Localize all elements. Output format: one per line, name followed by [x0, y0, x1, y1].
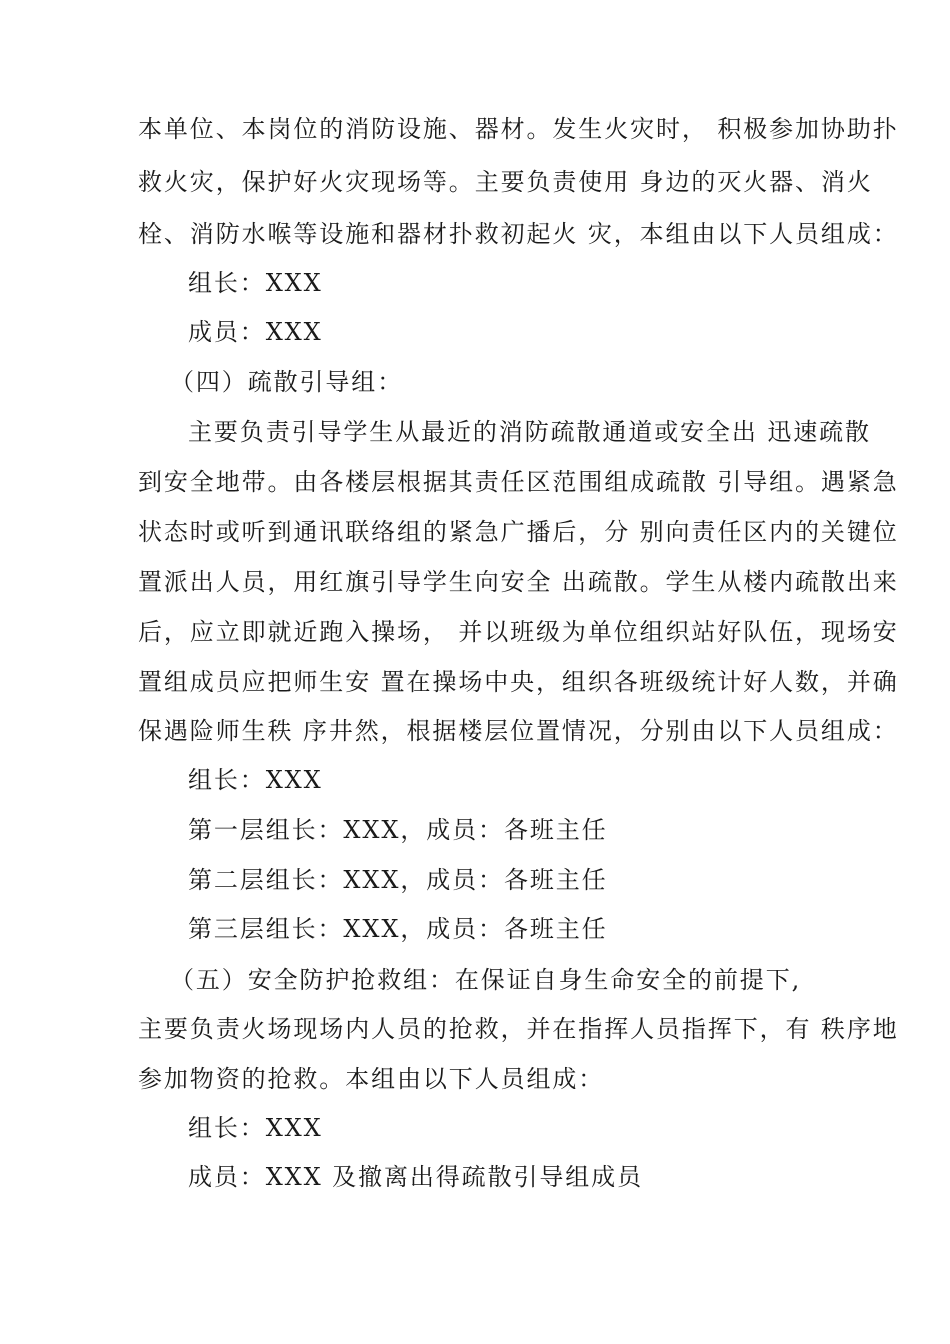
body-text-line: 栓、消防水喉等设施和器材扑救初起火 灾，本组由以下人员组成： — [138, 220, 899, 248]
group-leader-line: 组长：XXX — [188, 766, 323, 794]
group-leader-line: 组长：XXX — [188, 269, 323, 297]
section-heading: （四）疏散引导组： — [170, 368, 404, 396]
group-leader-line: 组长：XXX — [188, 1114, 323, 1142]
body-text-line: 主要负责引导学生从最近的消防疏散通道或安全出 迅速疏散 — [188, 418, 871, 446]
body-text-line: 主要负责火场现场内人员的抢救，并在指挥人员指挥下，有 秩序地 — [138, 1015, 899, 1043]
floor-leader-line: 第三层组长：XXX，成员：各班主任 — [188, 915, 608, 943]
body-text-line: 保遇险师生秩 序井然，根据楼层位置情况，分别由以下人员组成： — [138, 717, 899, 745]
body-text-line: 状态时或听到通讯联络组的紧急广播后，分 别向责任区内的关键位 — [138, 518, 899, 546]
body-text-line: 救火灾，保护好火灾现场等。主要负责使用 身边的灭火器、消火 — [138, 168, 873, 196]
body-text-line: 后，应立即就近跑入操场， 并以班级为单位组织站好队伍，现场安 — [138, 618, 899, 646]
body-text-line: 置派出人员，用红旗引导学生向安全 出疏散。学生从楼内疏散出来 — [138, 568, 899, 596]
floor-leader-line: 第一层组长：XXX，成员：各班主任 — [188, 816, 608, 844]
body-text-line: 置组成员应把师生安 置在操场中央，组织各班级统计好人数，并确 — [138, 668, 899, 696]
group-member-line: 成员：XXX — [188, 318, 323, 346]
body-text-line: 参加物资的抢救。本组由以下人员组成： — [138, 1065, 605, 1093]
floor-leader-line: 第二层组长：XXX，成员：各班主任 — [188, 866, 608, 894]
body-text-line: 本单位、本岗位的消防设施、器材。发生火灾时， 积极参加协助扑 — [138, 115, 899, 143]
section-heading: （五）安全防护抢救组：在保证自身生命安全的前提下, — [170, 966, 802, 994]
body-text-line: 到安全地带。由各楼层根据其责任区范围组成疏散 引导组。遇紧急 — [138, 468, 899, 496]
group-member-line: 成员：XXX 及撤离出得疏散引导组成员 — [188, 1163, 643, 1191]
